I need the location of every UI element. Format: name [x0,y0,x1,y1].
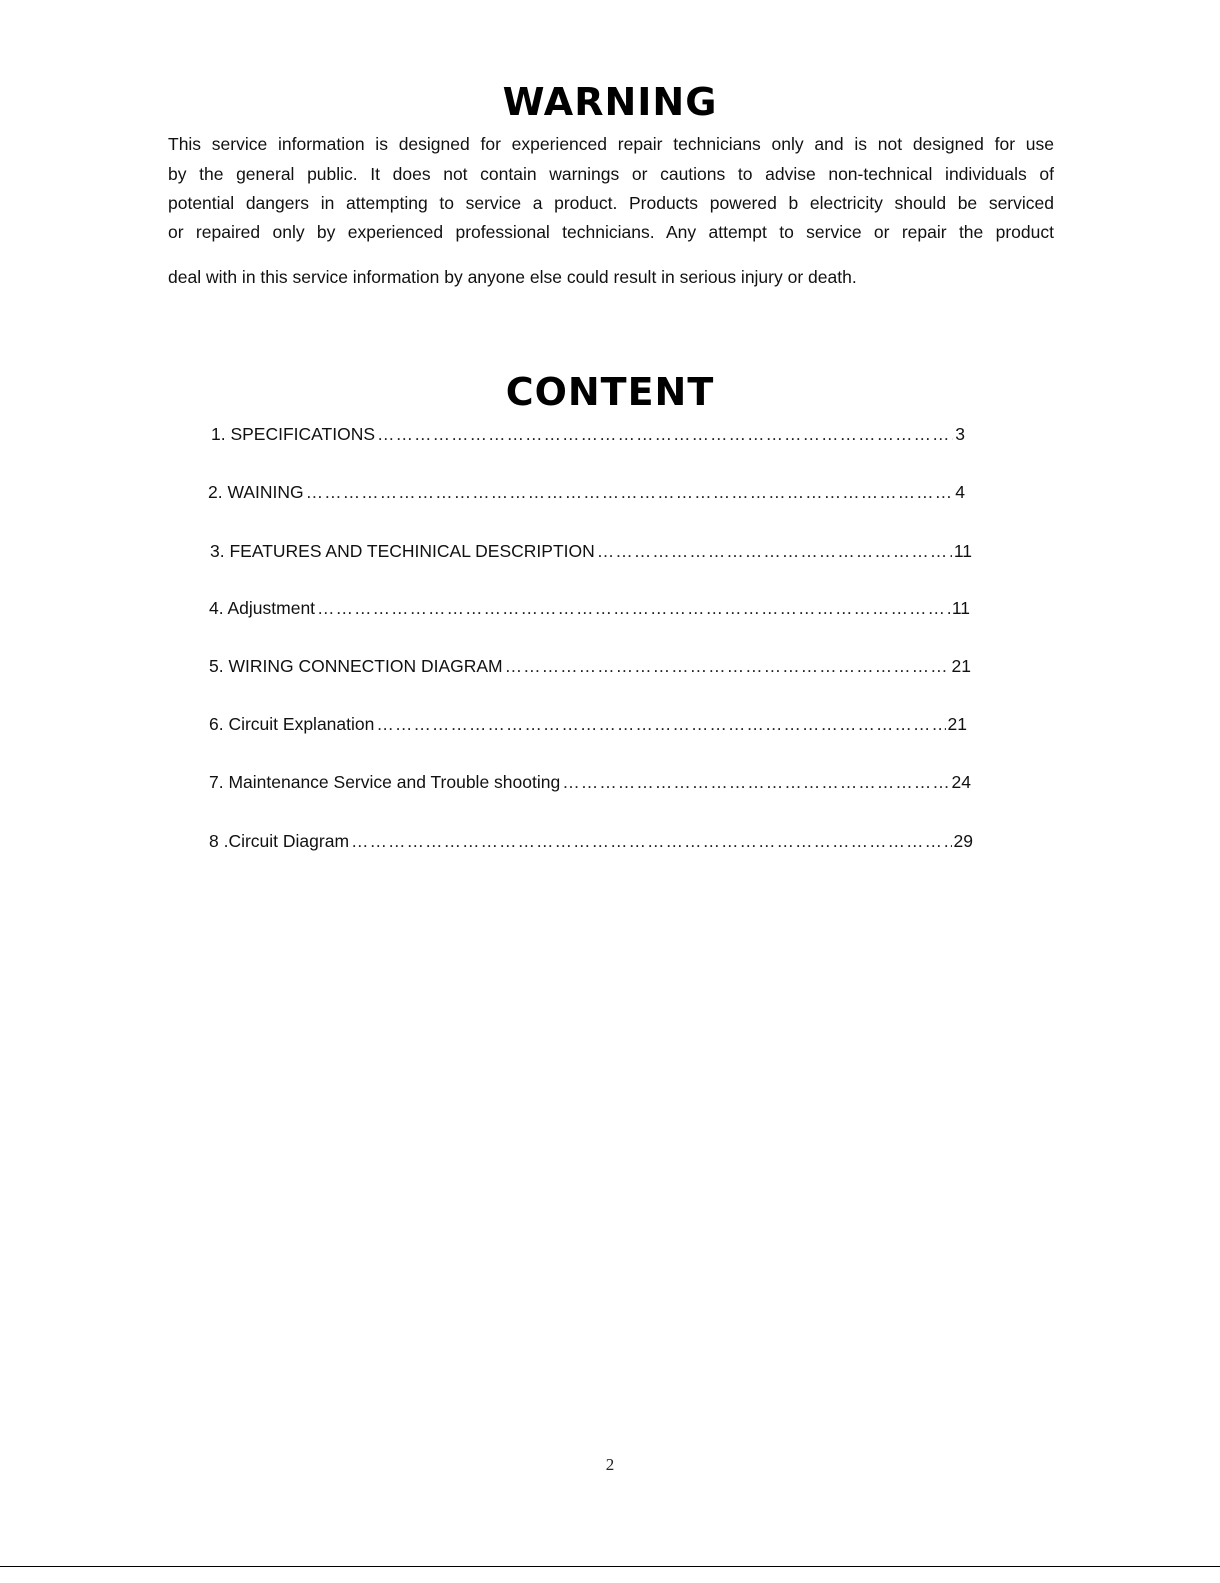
toc-leader-dots [351,831,951,852]
toc-item-label: 1. SPECIFICATIONS [211,424,376,444]
toc-item-page: 21 [951,656,971,676]
toc-item-page: 11 [953,541,972,561]
toc-item-page: 29 [953,831,973,851]
toc-item-page: 11 [951,598,970,618]
toc-item[interactable] [210,541,972,565]
toc-item-label: 8 .Circuit Diagram [209,831,350,851]
toc-item[interactable] [211,424,965,448]
toc-item-label: 2. WAINING [208,482,304,502]
toc-item-page: 21 [947,714,967,734]
bottom-divider [0,1566,1220,1567]
toc-item[interactable] [209,772,971,796]
warning-line: or repaired only by experienced professional technicians. Any attempt to service or repair the product [168,222,1054,242]
toc-item[interactable] [209,656,971,680]
toc-item-page: 4 [955,482,965,502]
toc-leader-dots [306,482,954,503]
toc-item-label: 3. FEATURES AND TECHINICAL DESCRIPTION [210,541,595,561]
toc-item[interactable] [209,714,967,738]
toc-leader-dots [505,656,950,677]
toc-leader-dots [562,772,949,793]
toc-item[interactable] [208,482,965,506]
toc-item-label: 7. Maintenance Service and Trouble shooting [209,772,561,792]
content-heading: CONTENT [505,370,715,414]
toc-item[interactable] [209,598,970,622]
warning-heading: WARNING [502,80,718,124]
toc-leader-dots [377,424,953,445]
toc-leader-dots [376,714,945,735]
warning-line: potential dangers in attempting to service a product. Products powered b electricity should be serviced [168,193,1054,213]
toc-item[interactable] [209,831,973,855]
toc-item-label: 6. Circuit Explanation [209,714,375,734]
toc-item-page: 3 [955,424,965,444]
toc-item-label: 4. Adjustment [209,598,316,618]
warning-line: by the general public. It does not contain warnings or cautions to advise non-technical individuals of [168,164,1054,184]
toc-leader-dots [317,598,950,619]
warning-line: This service information is designed for experienced repair technicians only and is not designed for use [168,134,1054,154]
warning-line: deal with in this service information by anyone else could result in serious injury or death. [168,267,857,287]
page-number: 2 [605,1455,615,1474]
toc-item-page: 24 [951,772,971,792]
toc-leader-dots [597,541,952,562]
toc-item-label: 5. WIRING CONNECTION DIAGRAM [209,656,503,676]
